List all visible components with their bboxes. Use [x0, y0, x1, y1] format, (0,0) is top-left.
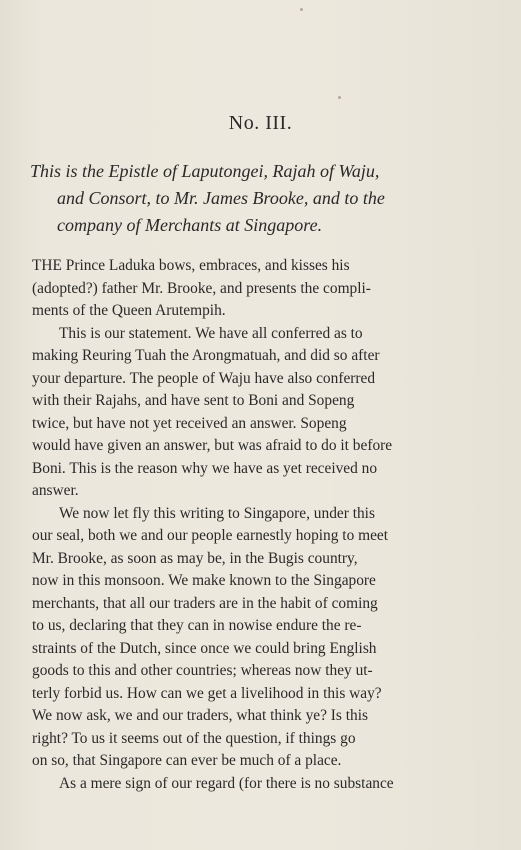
paragraph-line: This is our statement. We have all conferred as to — [59, 324, 363, 342]
paragraph-line: now in this monsoon. We make known to the Singapore — [32, 572, 376, 589]
paragraph-line: ments of the Queen Arutempih. — [32, 302, 226, 319]
letter-body — [32, 255, 492, 795]
paper-speck — [338, 96, 341, 99]
paragraph-line: your departure. The people of Waju have also conferred — [32, 369, 376, 387]
epistle-title-line: company of Merchants at Singapore. — [57, 215, 323, 235]
paragraph-line: Boni. This is the reason why we have as yet received no — [32, 459, 378, 477]
paragraph-line: We now let fly this writing to Singapore, under this — [59, 504, 375, 522]
paragraph-line: twice, but have not yet received an answer. Sopeng — [32, 414, 347, 432]
paragraph-line: our seal, both we and our people earnestly hoping to meet — [32, 527, 389, 544]
paragraph-line: answer. — [32, 482, 79, 499]
paragraph-line: We now ask, we and our traders, what think ye? Is this — [32, 707, 368, 724]
paper-speck — [300, 8, 303, 11]
paragraph-line: straints of the Dutch, since once we could bring English — [32, 639, 377, 657]
paragraph-line: making Reuring Tuah the Arongmatuah, and did so after — [32, 347, 380, 364]
paragraph-line: to us, declaring that they can in nowise endure the re- — [32, 617, 362, 634]
paragraph-line: with their Rajahs, and have sent to Boni and Sopeng — [32, 392, 355, 409]
epistle-title-line: This is the Epistle of Laputongei, Rajah of Waju, — [30, 161, 380, 181]
epistle-title — [30, 158, 490, 239]
paragraph-line: would have given an answer, but was afraid to do it before — [32, 437, 393, 454]
paragraph-line: Mr. Brooke, as soon as may be, in the Bugis country, — [32, 549, 358, 567]
paragraph-line: THE Prince Laduka bows, embraces, and kisses his — [32, 257, 350, 274]
paragraph-line: on so, that Singapore can ever be much of a place. — [32, 752, 342, 769]
paragraph-line: (adopted?) father Mr. Brooke, and presents the compli- — [32, 279, 371, 297]
paragraph-line: As a mere sign of our regard (for there is no substance — [59, 774, 394, 792]
epistle-title-line: and Consort, to Mr. James Brooke, and to the — [57, 188, 385, 208]
paragraph-line: terly forbid us. How can we get a livelihood in this way? — [32, 684, 382, 702]
document-number-heading: No. III. — [228, 112, 293, 134]
paragraph-line: goods to this and other countries; whereas now they ut- — [32, 662, 373, 679]
paragraph-line: right? To us it seems out of the question, if things go — [32, 729, 356, 747]
paragraph-line: merchants, that all our traders are in the habit of coming — [32, 594, 378, 612]
